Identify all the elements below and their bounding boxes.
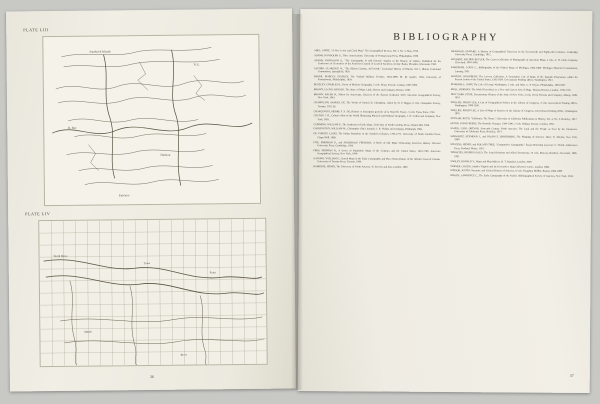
plate-label-top: PLATE LIII [23,27,49,33]
bibliography-column-right [449,50,578,369]
bibliography-entry: FRIIS, HERMAN R., A Series of Population Maps of the Colonies and the United States, 1625-1790. American Geographical Society, New York, 1940. [313,148,441,156]
plate-image-bottom [38,218,268,367]
svg-text:Harbour: Harbour [160,152,171,157]
book-spread [8,10,592,394]
svg-text:North Shore: North Shore [53,254,68,259]
bibliography-entry: PHILLIPS, PHILIP LEE, A List of Geographical Atlases in the Library of Congress, 4 vols. Government Printing Office, Washington, 1909-1920. [450,100,578,108]
bibliography-entry: WINSOR, JUSTIN, Narrative and Critical History of America, 8 vols. Houghton Mifflin, Boston, 1884-1889. [450,169,563,174]
bibliography-entry: TOOLEY, RONALD V., Maps and Map-Makers. B. T. Batsford, London, 1949. [450,159,533,164]
bibliography-entry: CHAMPLAIN, SAMUEL DE, The Works of Samuel de Champlain, edited by H. P. Biggar, 6 vols. Champlain Society, Toronto, 1922-36. [313,101,441,108]
bibliography-entry: HARRISSE, HENRY, The Discovery of North America. H. Stevens and Son, London, 1892. [313,165,409,169]
bibliography-entry: ADAMS, RANDOLPH G., Three Americanists. University of Pennsylvania Press, Philadelphia, 1939. [314,53,419,58]
svg-text:R. Bay: R. Bay [68,125,77,130]
bibliography-entry: SCHWARTZ, SEYMOUR I., and RALPH E. EHRENBERG, The Mapping of America. Harry N. Abrams, New York, 1980. [450,135,578,142]
bibliography-entry: DARLINGTON, WILLIAM M., Christopher Gist's Journals. J. R. Weldin and Company, Pittsburgh, 1893. [313,127,423,132]
bibliography-entry: LOWERY, WOODBURY, The Lowery Collection, A Descriptive List of Maps of the Spanish Possessions within the Present Limits of the United States, 1502-1820. Government Printing Office, Washington, 1912. [450,74,578,82]
bibliography-entry: KARPINSKI, LOUIS C., Bibliography of the Printed Maps of Michigan, 1804-1880. Michigan Historical Commission, Lansing, 1931. [450,66,578,73]
bibliography-entry: FITE, EMERSON D., and ARCHIBALD FREEMAN, A Book of Old Maps Delineating American History. Harvard University Press, Cambridge, 1926. [313,140,441,148]
bibliography-columns [312,49,578,369]
bibliography-entry: QUINN, DAVID BEERS, The Roanoke Voyages, 1584-1590, 2 vols. Hakluyt Society, London, 1955. [450,122,555,126]
bibliography-entry: BEAZLEY, CHARLES R., Dawn of Modern Geography, 3 vols. Henry Frowde, London, 1897-1906. [313,83,418,88]
bibliography-entry: VERNER, COOLIE, Smith's Virginia and Its Derivatives. Map Collectors' Circle, London, 1968. [450,164,550,169]
bibliography-entry: HULBERT, ARCHER BUTLER, The Crown Collection of Photographs of American Maps, 5 vols. A. H. Clark Company, Cleveland, 1904-1908. [450,58,578,65]
bibliography-entry: STEVENS, HENRY, and ROLAND TREE, "Comparative Cartography," Essays Honoring Lawrence C. Wroth. Anthoensen Press, Portland, Maine, 1951. [450,143,578,150]
svg-text:Entrance: Entrance [118,193,130,198]
bibliography-entry: GANONG, WILLIAM F., Crucial Maps in the Early Cartography and Place-Nomenclature of the Atlantic Coast of Canada. University of Toronto Press, Toronto, 1964. [313,157,441,164]
bibliography-column-left [312,49,441,368]
left-page [6,9,296,392]
right-page [298,9,593,393]
bibliography-entry: COLTON, J. H., Colton's Atlas of the World Illustrating Physical and Political Geography. J. H. Colton and Company, New York, 1855. [313,114,441,121]
hand-drawn-map-bottom [39,219,267,366]
svg-text:Town: Town [143,262,151,266]
bibliography-entry: PUTNAM, RUTH, "California: The Name," University of California Publications in History, Vol. 4, No. 4, Berkeley, 1917. [450,117,578,122]
bibliography-entry: ADAMS, RANDOLPH G., "The Cartography of Old Detroit," Studies in the History of Culture. Published for the Conference of Secretaries of the American Council of Learned Societies, George Banta, Menasha, Wisconsin, 1942. [313,58,441,67]
svg-text:River: River [180,353,187,357]
bibliography-entry: BROWN, RALPH H., Mirror for Americans, Likeness of the Eastern Seaboard, 1810. American Geographical Society, New York, 1943. [313,93,441,100]
bibliography-entry: PHILLIPS, PHILIP LEE, A List of Maps of America in the Library of Congress. Government Printing Office, Washington, 1901. [450,108,578,116]
bibliography-entry: DE VORSEY, LOUIS, The Indian Boundary in the Southern Colonies, 1763-1775. University of North Carolina Press, Chapel Hill, 1966. [313,132,441,139]
bibliography-entry: MOLL, HERMAN, The World Described, or a New and Correct Sett of Maps. Thomas Bowles, London, 1709-1720. [450,87,572,92]
svg-text:Point: Point [209,271,216,275]
hand-drawn-map-top [43,35,260,205]
bibliography-entry: THWAITES, REUBEN GOLD, The Jesuit Relations and Allied Documents, 73 vols. Burrows Brothers, Cleveland, 1896-1901. [450,151,578,158]
bibliography-entry: ABEL, ANNIE, "A New Lewis and Clark Map," The Geographical Review, Vol. I, No. 5, May, 1916. [314,49,419,53]
bibliography-entry: NEW YORK STATE, Documentary History of the State of New York, 4 vols. Weed, Parsons and Company, Albany, 1849-1851. [450,92,578,99]
plate-label-bottom: PLATE LIV [25,211,51,217]
svg-text:Marsh: Marsh [84,330,92,334]
bibliography-entry: SAUER, CARL ORTWIN, Sixteenth Century North America: The Land and the People as Seen by the Europeans. University of California Press, Berkeley, 1971. [450,126,578,134]
bibliography-entry: CUMMING, WILLIAM P., The Southeast in Early Maps. University of North Carolina Press, Chapel Hill, 1958. [313,122,430,127]
bibliography-entry: HEAWOOD, EDWARD, A History of Geographical Discovery in the Seventeenth and Eighteenth Centuries. Cambridge University Press, Cambridge, 1912. [451,50,579,57]
right-page-folio: 37 [569,372,574,378]
bibliography-entry: BROWN, LLOYD ARNOLD, The Story of Maps. Little, Brown and Company, Boston, 1949. [313,88,411,92]
bibliography-entry: BAKER, MARCUS STANLEY, The Vinland Military Frontier, 1834-1890, M. M. Quaife, 1935, University of Pennsylvania, Philadelphia, 1934. [313,75,441,82]
bibliography-entry: MARSHALL, JOHN, The Life of George Washington, 5 vols. and Atlas. C. P. Wayne, Philadelphia, 1804-1807. [450,82,566,87]
bibliography-entry: CHARLEVOIX, PIERRE F. X. DE, Histoire et description generale de la Nouvelle France, 3 vols. Nyon, Paris, 1744. [313,109,436,114]
plate-image-top [42,34,261,206]
page-title: BIBLIOGRAPHY [393,31,500,44]
svg-text:Sandwich Islands: Sandwich Islands [89,49,111,54]
left-page-folio: 36 [149,373,154,380]
svg-text:N. E.: N. E. [193,62,200,67]
bibliography-entry: ALVORD, CLARENCE W., "The Illinois Country, 1673-1818," Centennial History of Illinois, Vol. I, Illinois Centennial Commission, Springfield, 1920. [313,67,441,74]
bibliography-entry: WROTH, LAWRENCE C., The Early Cartography of the Pacific. Bibliographical Society of America, New York, 1944. [450,174,574,179]
